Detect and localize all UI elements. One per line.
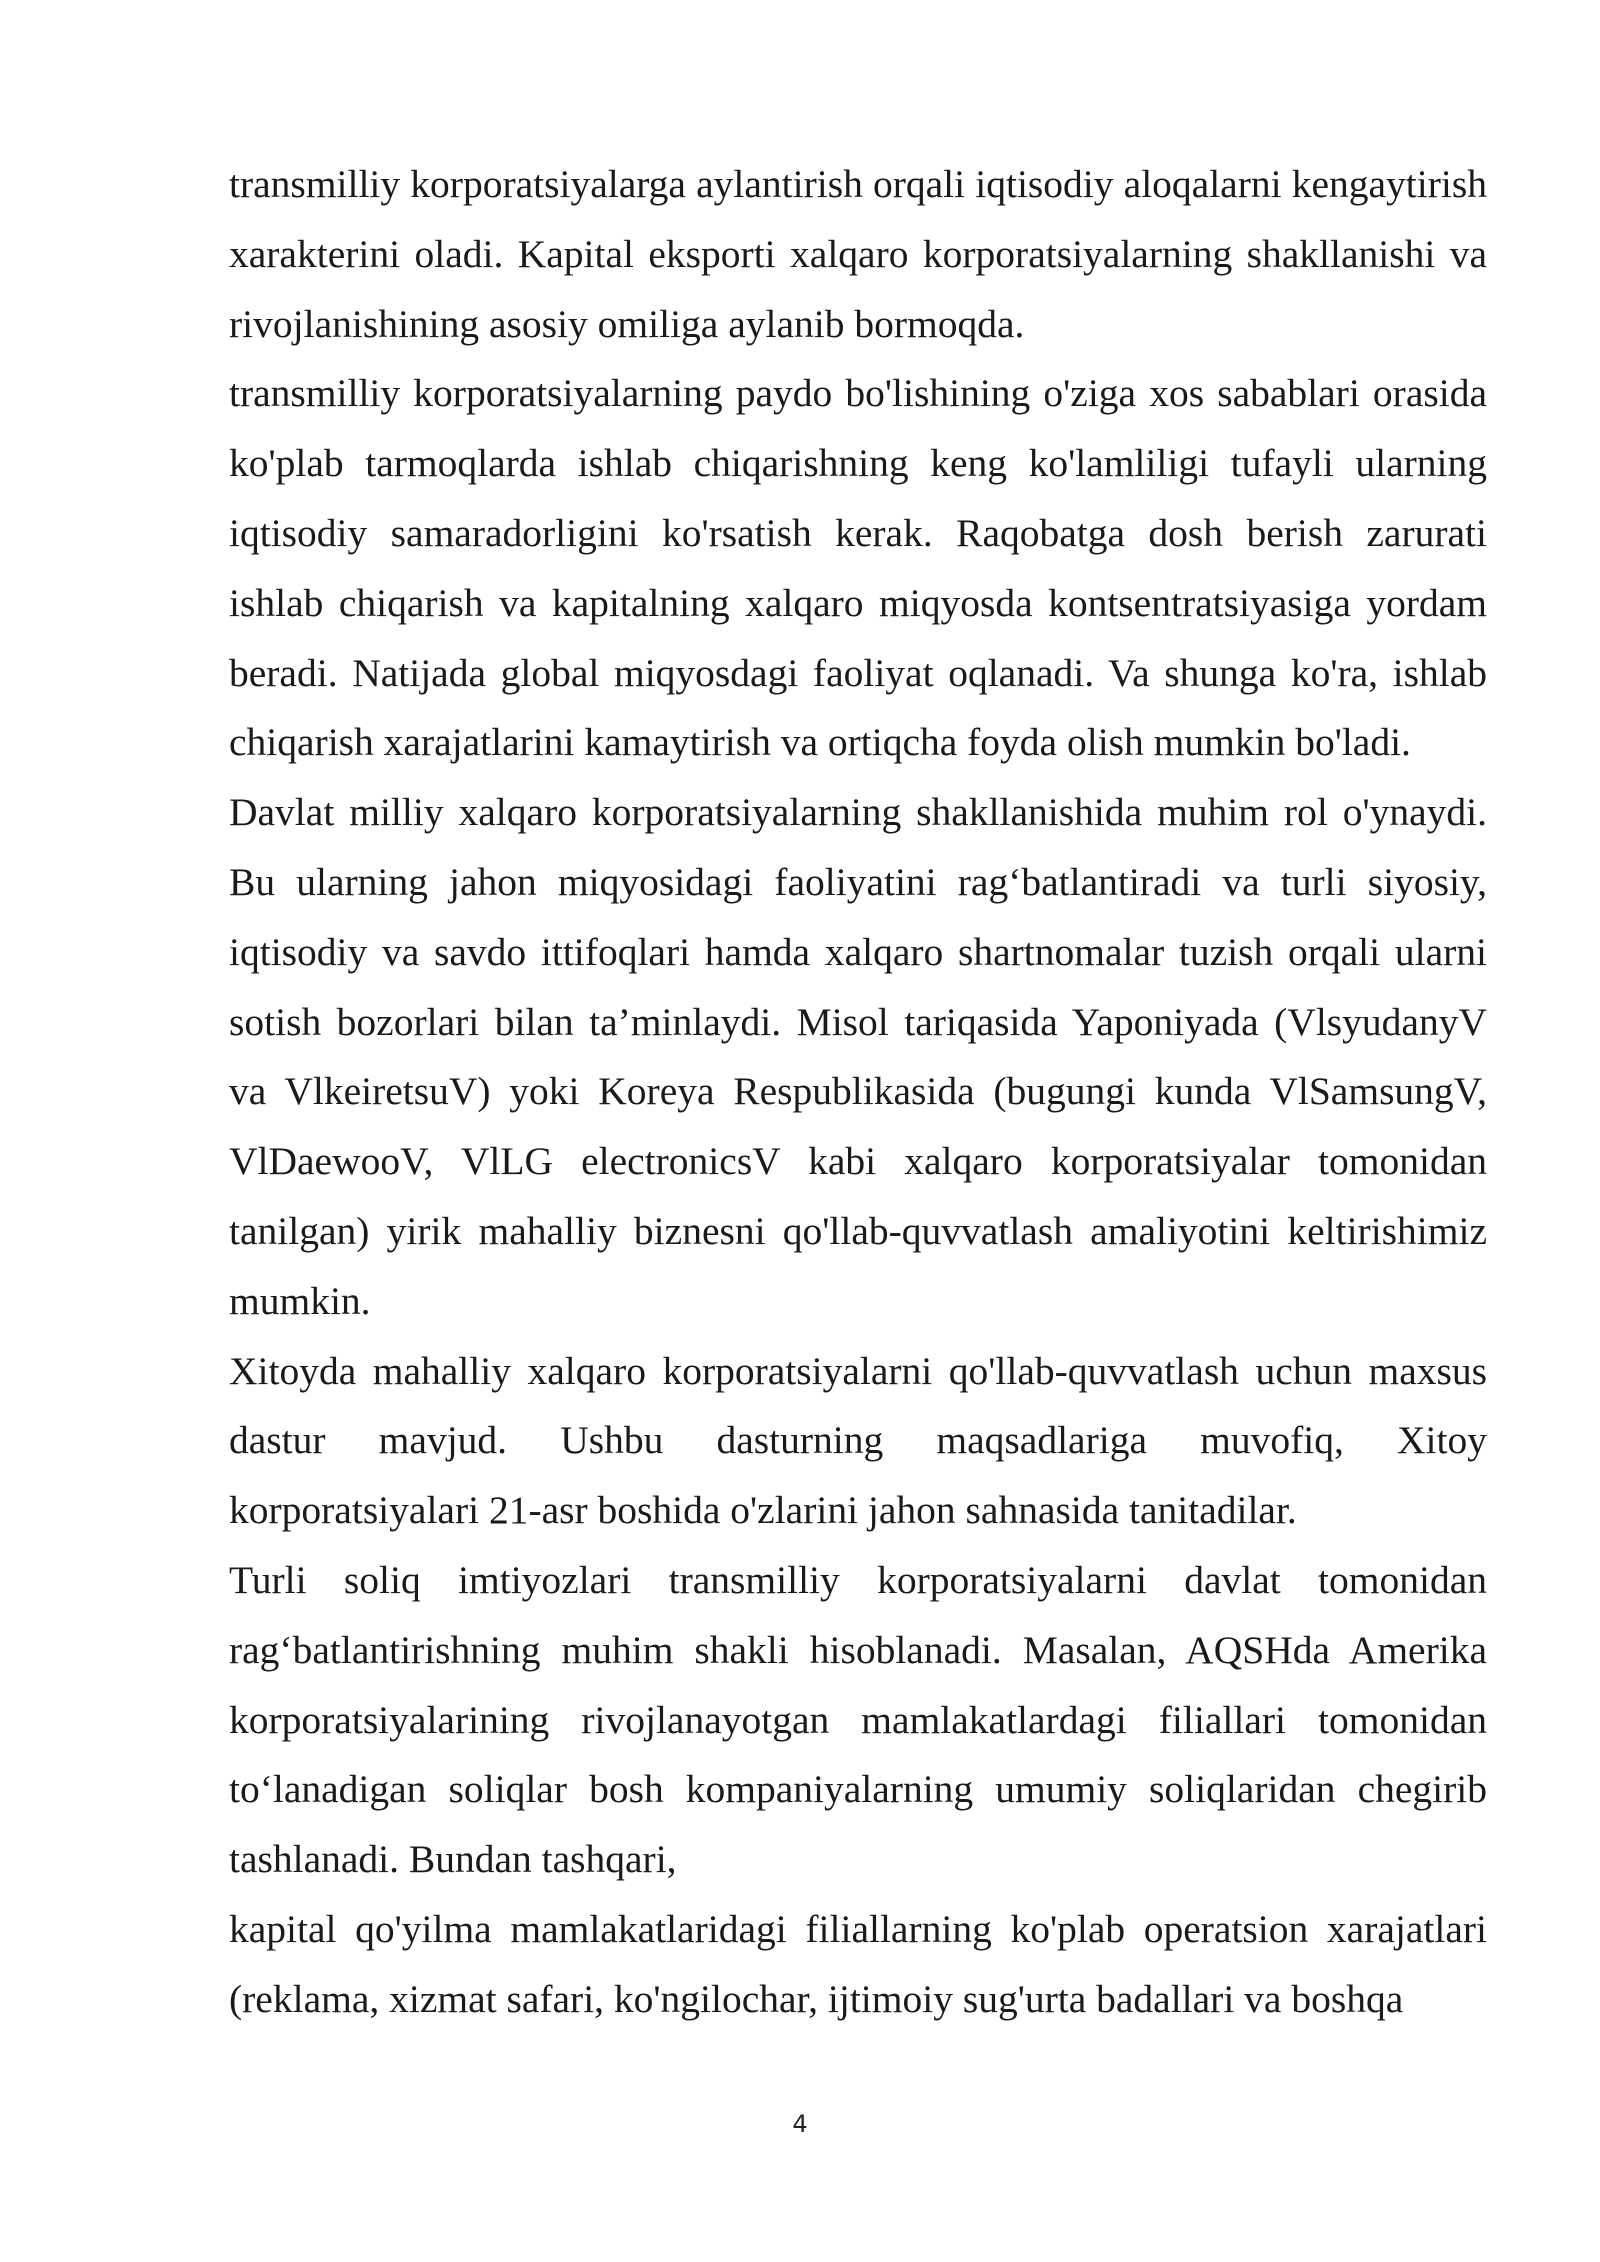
paragraph-3: Davlat milliy xalqaro korporatsiyalarning shakllanishida muhim rol o'ynaydi. Bu ularning jahon miqyosidagi faoliyatini rag‘batlantiradi va turli siyosiy, iqtisodiy va savdo ittifoqlari hamda xalqaro shartnomalar tuzish orqali ularni sotish bozorlari bilan ta’minlaydi. Misol tariqasida Yaponiyada (VlsyudanyV va VlkeiretsuV) yoki Koreya Respublikasida (bugungi kunda VlSamsungV, VlDaewooV, VlLG electronicsV kabi xalqaro korporatsiyalar tomonidan tanilgan) yirik mahalliy biznesni qo'llab-quvvatlash amaliyotini keltirishimiz mumkin. bbox=[229, 790, 1487, 1323]
paragraph-6: kapital qo'yilma mamlakatlaridagi filiallarning ko'plab operatsion xarajatlari (reklama, xizmat safari, ko'ngilochar, ijtimoiy sug'urta badallari va boshqa bbox=[229, 1906, 1487, 2021]
paragraph-4: Xitoyda mahalliy xalqaro korporatsiyalarni qo'llab-quvvatlash uchun maxsus dastur mavjud. Ushbu dasturning maqsadlariga muvofiq, Xitoy korporatsiyalari 21-asr boshida o'zlarini jahon sahnasida tanitadilar. bbox=[229, 1348, 1487, 1533]
paragraph-1: transmilliy korporatsiyalarga aylantirish orqali iqtisodiy aloqalarni kengaytirish xarakterini oladi. Kapital eksporti xalqaro korporatsiyalarning shakllanishi va rivojlanishining asosiy omiliga aylanib bormoqda. bbox=[229, 162, 1487, 346]
paragraph-5: Turli soliq imtiyozlari transmilliy korporatsiyalarni davlat tomonidan rag‘batlantirishning muhim shakli hisoblanadi. Masalan, AQSHda Amerika korporatsiyalarining rivojlanayotgan mamlakatlardagi filiallari tomonidan to‘lanadigan soliqlar bosh kompaniyalarning umumiy soliqlaridan chegirib tashlanadi. Bundan tashqari, bbox=[229, 1557, 1487, 1882]
body-text bbox=[229, 150, 1487, 2035]
page-number: 4 bbox=[792, 2110, 808, 2138]
paragraph-2: transmilliy korporatsiyalarning paydo bo'lishining o'ziga xos sabablari orasida ko'plab tarmoqlarda ishlab chiqarishning keng ko'lamliligi tufayli ularning iqtisodiy samaradorligini ko'rsatish kerak. Raqobatga dosh berish zarurati ishlab chiqarish va kapitalning xalqaro miqyosda kontsentratsiyasiga yordam beradi. Natijada global miqyosdagi faoliyat oqlanadi. Va shunga ko'ra, ishlab chiqarish xarajatlarini kamaytirish va ortiqcha foyda olish mumkin bo'ladi. bbox=[229, 371, 1487, 765]
